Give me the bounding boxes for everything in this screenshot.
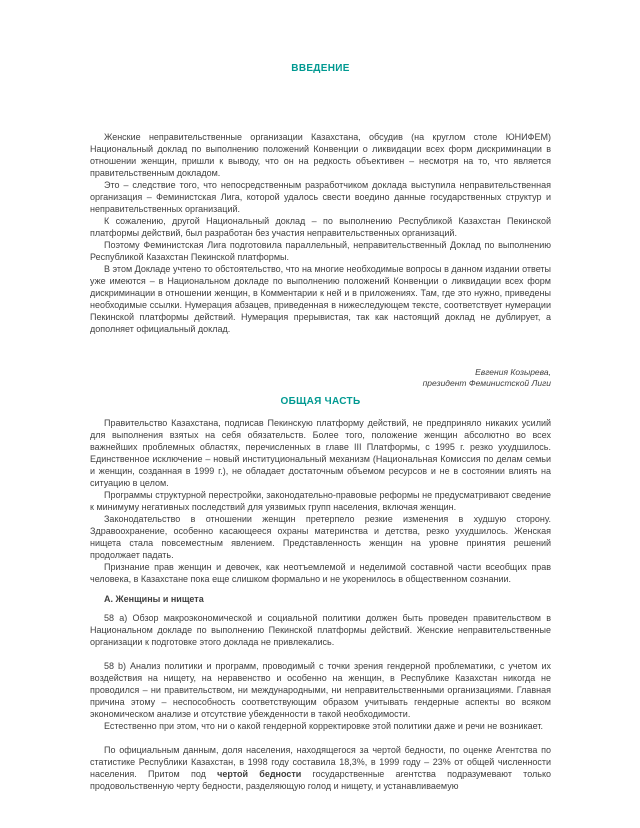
paragraph: Естественно при этом, что ни о какой гендерной корректировке этой политики даже и речи не возникает. xyxy=(104,721,543,731)
section-a-paragraphs xyxy=(90,612,551,792)
paragraph xyxy=(90,744,551,792)
section-a-heading: А. Женщины и нищета xyxy=(104,594,204,604)
paragraph: Признание прав женщин и девочек, как неотъемлемой и неделимой составной части всеобщих прав человека, в Казахстане пока еще слишком формально и не укоренилось в общественном сознании. xyxy=(90,562,551,584)
paragraph: Поэтому Феминистская Лига подготовила параллельный, неправительственный Доклад по выполнению Республикой Казахстан Пекинской платформы. xyxy=(90,240,551,262)
signature-name: Евгения Козырева, xyxy=(475,367,551,377)
paragraph: В этом Докладе учтено то обстоятельство, что на многие необходимые вопросы в данном издании ответы уже имеются – в Национальном докладе по выполнению положений Конвенции о ликвидации всех форм дискриминации в отношении женщин, в Комментарии к ней и в приложениях. Там, где это нужно, приведены необходимые ссылки. Нумерация абзацев, приведенная в нижеследующем тексте, соответствует нумерации Пекинской платформы действий. Нумерация прерывистая, так как настоящий доклад не дублирует, а дополняет официальный доклад. xyxy=(90,264,551,334)
signature-title: президент Феминистской Лиги xyxy=(422,378,551,388)
paragraph: 58 b) Анализ политики и программ, проводимый с точки зрения гендерной проблематики, с учетом их воздействия на нищету, на неравенство и особенно на женщин, в Республике Казахстан никогда не проводился – ни правительством, ни международными, ни неправительственными организациями. Главная причина этому – неспособность соответствующим образом учитывать гендерные аспекты во всяком экономическом анализе и отсутствие убежденности в такой необходимости. xyxy=(90,661,551,719)
bold-term: чертой бедности xyxy=(217,769,302,779)
general-paragraphs xyxy=(90,417,551,585)
general-heading: ОБЩАЯ ЧАСТЬ xyxy=(280,396,361,407)
signature-block xyxy=(90,367,551,389)
text-run: По официальным данным, доля населения, находящегося за чертой бедности, по оценке Агентства по статистике Республики Казахстан, в 1998 году составила 18,3%, в 1999 году – 23% от общей численности населения. Притом под xyxy=(90,745,551,779)
intro-heading: ВВЕДЕНИЕ xyxy=(291,63,350,74)
paragraph: Это – следствие того, что непосредственным разработчиком доклада выступила неправительственная организация – Феминистская Лига, которой удалось свести воедино данные государственных структур и неправительственных организаций. xyxy=(90,180,551,214)
paragraph: К сожалению, другой Национальный доклад – по выполнению Республикой Казахстан Пекинской платформы действий, был разработан без участия неправительственных организаций. xyxy=(90,216,551,238)
paragraph: Женские неправительственные организации Казахстана, обсудив (на круглом столе ЮНИФЕМ) Национальный доклад по выполнению положений Конвенции о ликвидации всех форм дискриминации в отношении женщин, пришли к выводу, что он на редкость объективен – несмотря на то, что является правительственным докладом. xyxy=(90,132,551,178)
paragraph: Программы структурной перестройки, законодательно-правовые реформы не предусматривают сведение к минимуму негативных последствий для уязвимых групп населения, включая женщин. xyxy=(90,490,551,512)
intro-paragraphs xyxy=(90,131,551,335)
text-run: государственные агентства подразумевают только продовольственную черту бедности, разделяющую голод и нищету, и устанавливаемую xyxy=(90,769,551,791)
paragraph: 58 а) Обзор макроэкономической и социальной политики должен быть проведен правительством в Национальном докладе по выполнению Пекинской платформы действий. Женские неправительственные организации к подготовке этого доклада не привлекались. xyxy=(90,613,551,647)
paragraph: Правительство Казахстана, подписав Пекинскую платформу действий, не предприняло никаких усилий для выполнения взятых на себя обязательств. Более того, положение женщин абсолютно во всех важнейших проблемных областях, перечисленных в главе III Платформы, с 1995 г. резко ухудшилось. Единственное исключение – новый институциональный механизм (Национальная Комиссия по делам семьи и женщин, созданная в 1999 г.), не обладает достаточным объемом ресурсов и не в состоянии влиять на ситуацию в целом. xyxy=(90,418,551,488)
paragraph: Законодательство в отношении женщин претерпело резкие изменения в худшую сторону. Здравоохранение, особенно касающееся охраны материнства и детства, резко ухудшилось. Женская нищета стала повсеместным явлением. Представленность женщин на уровне принятия решений продолжает падать. xyxy=(90,514,551,560)
